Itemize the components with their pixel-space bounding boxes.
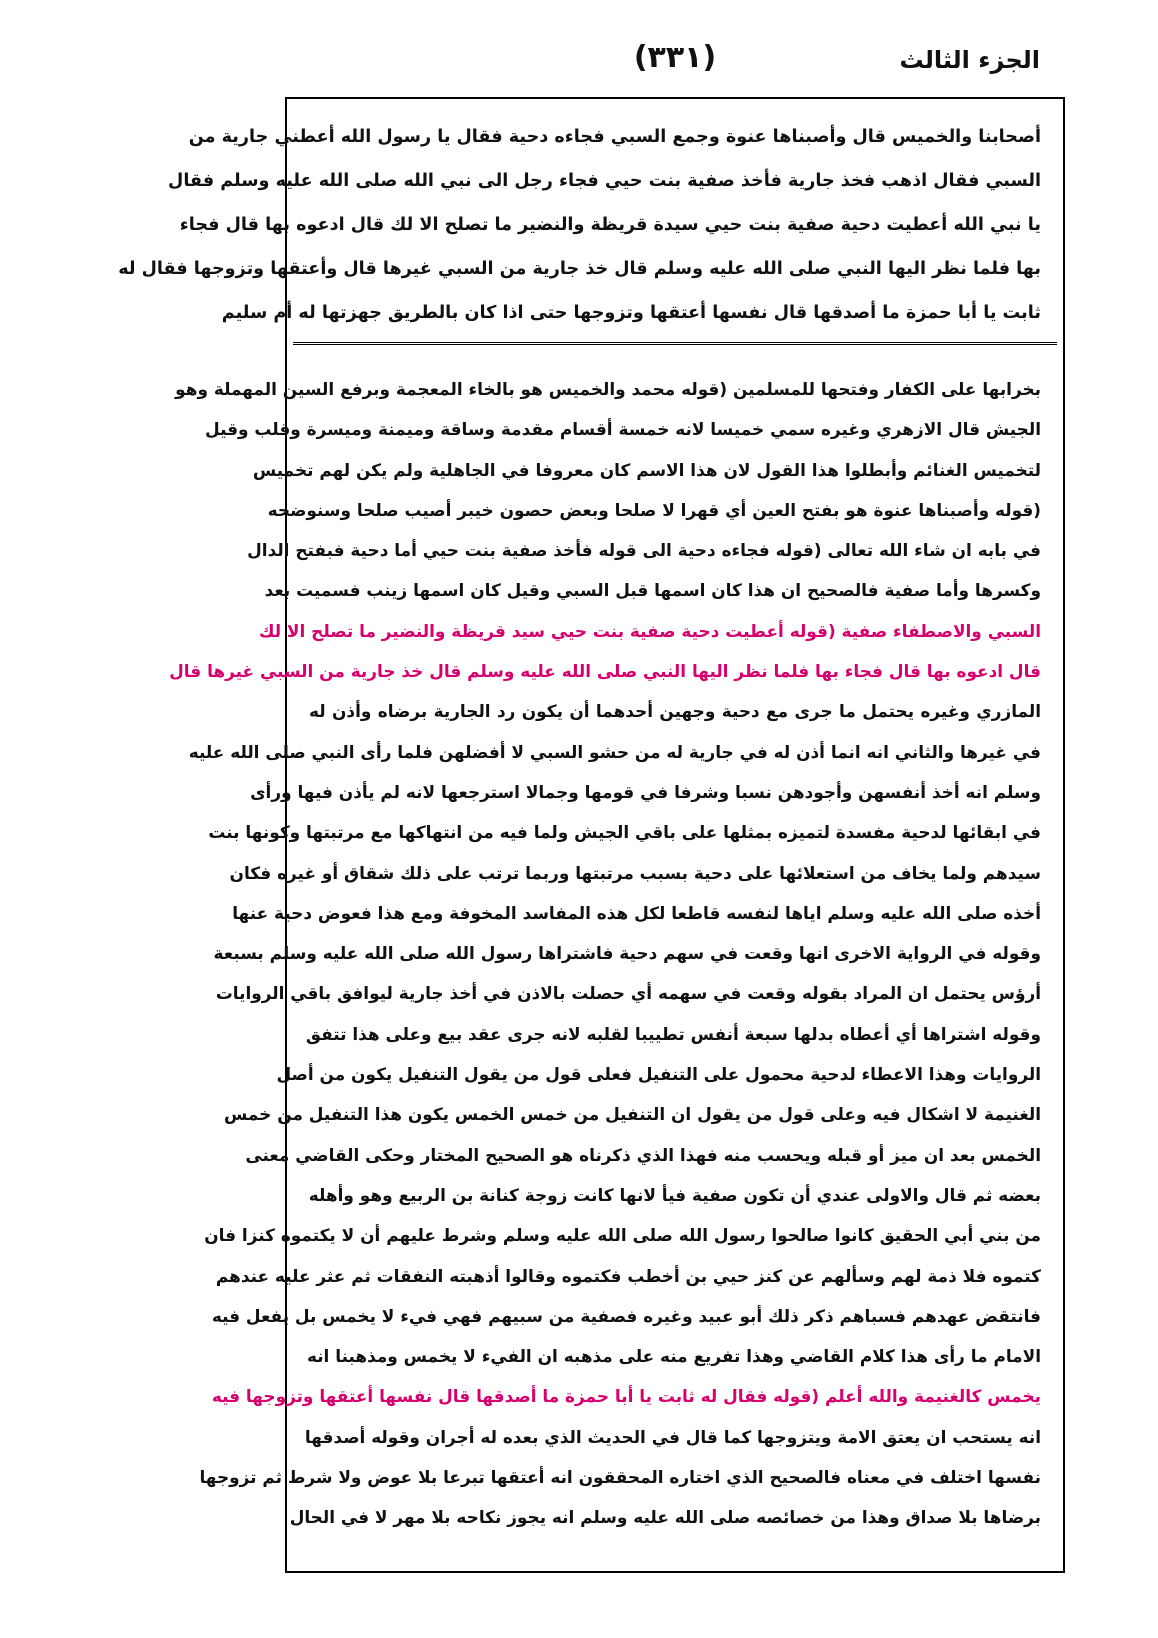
commentary-line: أخذه صلى الله عليه وسلم اياها لنفسه قاطعا لكل هذه المفاسد المخوفة ومع هذا فعوض دحية عنها <box>232 902 1041 923</box>
matn-line: السبي فقال اذهب فخذ جارية فأخذ صفية بنت حيي فجاء رجل الى نبي الله صلى الله عليه وسلم فقال <box>168 171 1041 191</box>
commentary-line: سيدهم ولما يخاف من استعلائها على دحية بسبب مرتبتها وربما ترتب على ذلك شقاق أو غيره فكان <box>229 862 1041 883</box>
matn-text <box>118 115 1041 332</box>
commentary-line: لتخميس الغنائم وأبطلوا هذا القول لان هذا الاسم كان معروفا في الجاهلية ولم يكن لهم تخميس <box>252 459 1041 480</box>
commentary-line: نفسها اختلف في معناه فالصحيح الذي اختاره المحققون انه أعتقها تبرعا بلا عوض ولا شرط ثم تزوجها <box>199 1467 1041 1488</box>
commentary-line: كتموه فلا ذمة لهم وسألهم عن كنز حيي بن أخطب فكتموه وقالوا أذهبته النفقات ثم عثر عليه عندهم <box>215 1265 1041 1286</box>
commentary-text <box>169 369 1041 1559</box>
commentary-line: انه يستحب ان يعتق الامة ويتزوجها كما قال في الحديث الذي بعده له أجران وقوله أصدقها <box>304 1426 1041 1447</box>
commentary-line: الغنيمة لا اشكال فيه وعلى قول من يقول ان التنفيل من خمس الخمس يكون هذا التنفيل من خمس <box>223 1104 1041 1125</box>
commentary-line: وكسرها وأما صفية فالصحيح ان هذا كان اسمها قبل السبي وقيل كان اسمها زينب فسميت بعد <box>264 580 1041 601</box>
commentary-line: المازري وغيره يحتمل ما جرى مع دحية وجهين أحدهما أن يكون رد الجارية برضاه وأذن له <box>309 701 1041 722</box>
matn-line: بها فلما نظر اليها النبي صلى الله عليه وسلم قال خذ جارية من السبي غيرها قال وأعتقها وتزوجها فقال له <box>118 259 1041 279</box>
commentary-line: برضاها بلا صداق وهذا من خصائصه صلى الله عليه وسلم انه يجوز نكاحه بلا مهر لا في الحال <box>289 1507 1041 1528</box>
commentary-line: في بابه ان شاء الله تعالى (قوله فجاءه دحية الى قوله فأخذ صفية بنت حيي أما دحية فبفتح الدال <box>247 540 1041 561</box>
commentary-line: يخمس كالغنيمة والله أعلم (قوله فقال له ثابت يا أبا حمزة ما أصدقها قال نفسها أعتقها وتزوجها فيه <box>211 1386 1041 1407</box>
commentary-line: بخرابها على الكفار وفتحها للمسلمين (قوله محمد والخميس هو بالخاء المعجمة وبرفع السين المهملة وهو <box>175 379 1041 399</box>
volume-title: الجزء الثالث <box>899 46 1040 74</box>
page-number: (٣٣١) <box>633 40 717 75</box>
commentary-line: الجيش قال الازهري وغيره سمي خميسا لانه خمسة أقسام مقدمة وساقة وميمنة وميسرة وقلب وقيل <box>205 419 1041 440</box>
page-header <box>285 40 1065 90</box>
commentary-line: السبي والاصطفاء صفية (قوله أعطيت دحية صفية بنت حيي سيد قريظة والنضير ما تصلح الا لك <box>258 620 1041 641</box>
matn-line: يا نبي الله أعطيت دحية صفية بنت حيي سيدة قريظة والنضير ما تصلح الا لك قال ادعوه بها قال فجاء <box>179 215 1041 235</box>
commentary-line: الروايات وهذا الاعطاء لدحية محمول على التنفيل فعلى قول من يقول التنفيل يكون من أصل <box>276 1064 1041 1085</box>
commentary-line: في غيرها والثاني انه انما أذن له في جارية له من حشو السبي لا أفضلهن فلما رأى النبي صلى الله عليه <box>188 741 1041 762</box>
commentary-line: في ابقائها لدحية مفسدة لتميزه بمثلها على باقي الجيش ولما فيه من انتهاكها مع مرتبتها وكونها بنت <box>208 822 1041 843</box>
commentary-line: من بني أبي الحقيق كانوا صالحوا رسول الله صلى الله عليه وسلم وشرط عليهم أن لا يكتموه كنزا فان <box>204 1225 1041 1246</box>
commentary-line: أرؤس يحتمل ان المراد بقوله وقعت في سهمه أي حصلت بالاذن في أخذ جارية ليوافق باقي الروايات <box>215 983 1041 1004</box>
commentary-line: قال ادعوه بها قال فجاء بها فلما نظر اليها النبي صلى الله عليه وسلم قال خذ جارية من السبي غيرها قال <box>169 661 1041 682</box>
matn-line: أصحابنا والخميس قال وأصبناها عنوة وجمع السبي فجاءه دحية فقال يا رسول الله أعطني جارية من <box>188 127 1041 147</box>
matn-line: ثابت يا أبا حمزة ما أصدقها قال نفسها أعتقها وتزوجها حتى اذا كان بالطريق جهزتها له أم سليم <box>221 303 1041 323</box>
commentary-line: الخمس بعد ان ميز أو قبله ويحسب منه فهذا الذي ذكرناه هو الصحيح المختار وحكى القاضي معنى <box>245 1144 1041 1165</box>
commentary-line: الامام ما رأى هذا كلام القاضي وهذا تفريع منه على مذهبه ان الفيء لا يخمس ومذهبنا انه <box>306 1346 1041 1367</box>
matn-box <box>118 105 1057 345</box>
commentary-line: وقوله في الرواية الاخرى انها وقعت في سهم دحية فاشتراها رسول الله صلى الله عليه وسلم بسبعة <box>213 943 1041 964</box>
commentary-line: وقوله اشتراها أي أعطاه بدلها سبعة أنفس تطييبا لقلبه لانه جرى عقد بيع وعلى هذا تتفق <box>305 1023 1041 1044</box>
page-frame <box>118 97 1065 1573</box>
commentary-line: وسلم انه أخذ أنفسهن وأجودهن نسبا وشرفا في قومها وجمالا استرجعها لانه لم يأذن فيها ورأى <box>250 781 1041 802</box>
commentary-line: فانتقض عهدهم فسباهم ذكر ذلك أبو عبيد وغيره فصفية من سبيهم فهي فيء لا يخمس بل يفعل فيه <box>211 1305 1041 1326</box>
commentary-line: بعضه ثم قال والاولى عندي أن تكون صفية فيأ لانها كانت زوجة كنانة بن الربيع وهو وأهله <box>308 1184 1041 1205</box>
commentary-line: (قوله وأصبناها عنوة هو بفتح العين أي قهرا لا صلحا وبعض حصون خيبر أصيب صلحا وسنوضحه <box>267 499 1041 520</box>
